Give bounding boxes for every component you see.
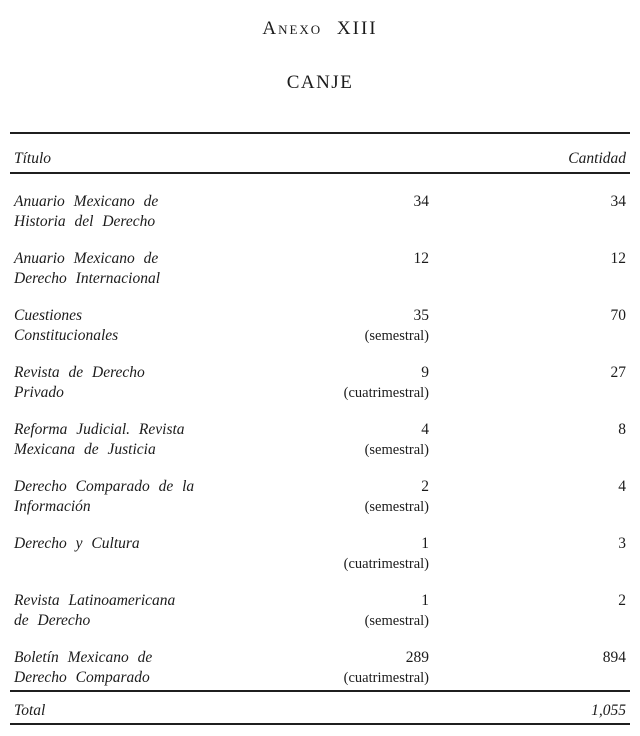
issues-count: 4 (421, 421, 429, 438)
quantity-value: 4 (618, 478, 626, 495)
journal-title-line2: Privado (14, 384, 64, 401)
journal-title-line1: Reforma Judicial. Revista (14, 421, 185, 438)
quantity-cell (429, 648, 626, 668)
issues-cell (309, 363, 429, 403)
table-row (14, 420, 626, 460)
journal-title-line2: Mexicana de Justicia (14, 441, 156, 458)
quantity-value: 3 (618, 535, 626, 552)
issues-count: 9 (421, 364, 429, 381)
quantity-value: 8 (618, 421, 626, 438)
issues-cell (309, 420, 429, 460)
column-header-title: Título (14, 150, 52, 167)
column-header-quantity: Cantidad (568, 150, 626, 167)
total-label: Total (14, 702, 46, 719)
frequency-note: (semestral) (364, 442, 429, 458)
journal-title-line2: Derecho Internacional (14, 270, 161, 287)
issues-cell (309, 192, 429, 212)
journal-title-cell (14, 420, 309, 460)
journal-title-line1: Revista de Derecho (14, 364, 145, 381)
quantity-value: 34 (610, 193, 626, 210)
frequency-note: (semestral) (364, 328, 429, 344)
journal-title-line2: Información (14, 498, 91, 515)
table-row (14, 363, 626, 403)
quantity-cell (429, 591, 626, 611)
section-title: CANJE (286, 72, 354, 93)
journal-title-cell (14, 306, 309, 346)
exchange-table (10, 132, 630, 725)
quantity-cell (429, 477, 626, 497)
frequency-note: (cuatrimestral) (343, 556, 429, 572)
quantity-value: 27 (610, 364, 626, 381)
issues-count: 1 (421, 592, 429, 609)
journal-title-line2: Derecho Comparado (14, 669, 150, 686)
issues-cell (309, 648, 429, 688)
table-row (14, 534, 626, 574)
issues-cell (309, 249, 429, 269)
quantity-cell (429, 192, 626, 212)
table-row (14, 249, 626, 289)
issues-count: 12 (413, 250, 429, 267)
issues-count: 34 (413, 193, 429, 210)
journal-title-line1: Derecho Comparado de la (14, 478, 195, 495)
table-row (14, 648, 626, 688)
frequency-note: (cuatrimestral) (343, 670, 429, 686)
table-row (14, 306, 626, 346)
journal-title-cell (14, 249, 309, 289)
journal-title-line1: Cuestiones (14, 307, 83, 324)
journal-title-line2: Historia del Derecho (14, 213, 156, 230)
issues-count: 1 (421, 535, 429, 552)
issues-cell (309, 306, 429, 346)
quantity-value: 2 (618, 592, 626, 609)
quantity-value: 70 (610, 307, 626, 324)
journal-title-cell (14, 534, 309, 554)
journal-title-line1: Anuario Mexicano de (14, 193, 159, 210)
quantity-value: 894 (602, 649, 626, 666)
table-row (14, 477, 626, 517)
journal-title-line1: Boletín Mexicano de (14, 649, 153, 666)
journal-title-cell (14, 363, 309, 403)
table-row (14, 192, 626, 232)
journal-title-line2: Constitucionales (14, 327, 119, 344)
total-value: 1,055 (591, 702, 626, 719)
issues-cell (309, 477, 429, 517)
quantity-cell (429, 534, 626, 554)
journal-title-line1: Revista Latinoamericana (14, 592, 176, 609)
journal-title-line2: de Derecho (14, 612, 91, 629)
quantity-cell (429, 249, 626, 269)
annex-title: Anexo XIII (262, 18, 378, 39)
issues-count: 35 (413, 307, 429, 324)
journal-title-cell (14, 477, 309, 517)
journal-title-cell (14, 648, 309, 688)
table-body (10, 174, 630, 688)
quantity-cell (429, 306, 626, 326)
table-row (14, 591, 626, 631)
total-row (10, 692, 630, 725)
quantity-cell (429, 420, 626, 440)
issues-count: 2 (421, 478, 429, 495)
frequency-note: (semestral) (364, 499, 429, 515)
journal-title-line1: Derecho y Cultura (14, 535, 140, 552)
quantity-cell (429, 363, 626, 383)
frequency-note: (cuatrimestral) (343, 385, 429, 401)
issues-cell (309, 591, 429, 631)
issues-count: 289 (405, 649, 429, 666)
journal-title-line1: Anuario Mexicano de (14, 250, 159, 267)
issues-cell (309, 534, 429, 574)
journal-title-cell (14, 591, 309, 631)
quantity-value: 12 (610, 250, 626, 267)
frequency-note: (semestral) (364, 613, 429, 629)
table-header-row (10, 134, 630, 174)
journal-title-cell (14, 192, 309, 232)
